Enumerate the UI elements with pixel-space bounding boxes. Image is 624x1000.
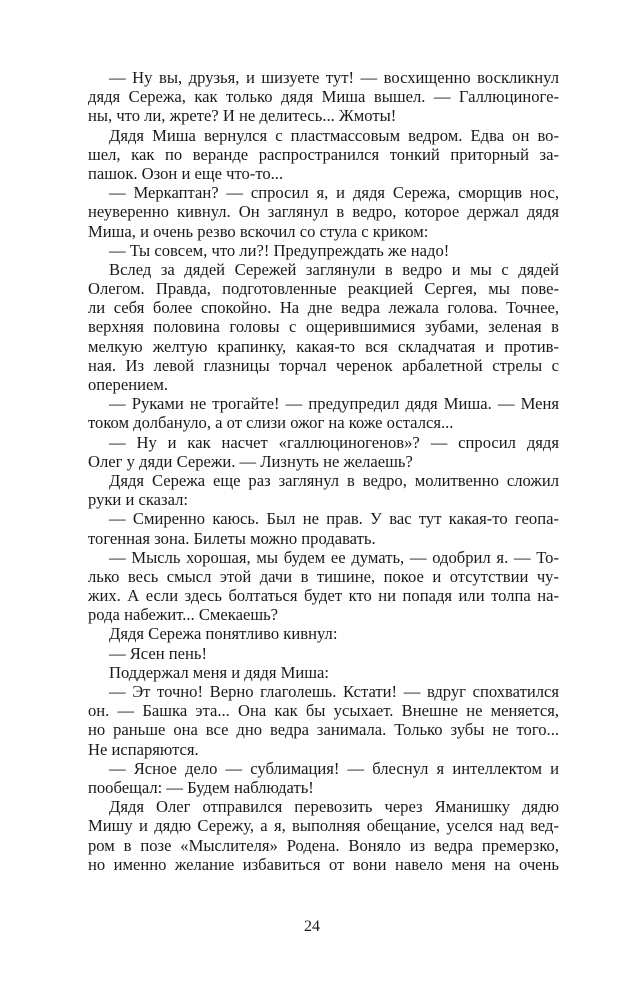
text-line: — Ясен пень! — [109, 643, 207, 663]
text-line: — Руками не трогайте! — предупредил дядя Миша. — Меня — [109, 394, 559, 414]
text-line: он. — Башка эта... Она как бы усыхает. Внешне не меняется, — [88, 701, 559, 721]
text-line: током долбануло, а от слизи ожог на коже остался... — [88, 413, 454, 433]
text-line: — Ну вы, друзья, и шизуете тут! — восхищенно воскликнул — [109, 68, 559, 87]
text-line: лько весь смысл этой дачи в тишине, покое и отсутствии чу- — [88, 566, 559, 586]
text-line: дядя Сережа, как только дядя Миша вышел. — Галлюциноге- — [88, 87, 559, 107]
text-line: — Эт точно! Верно глаголешь. Кстати! — вдруг спохватился — [109, 682, 559, 701]
text-line: — Ну и как насчет «галлюциногенов»? — спросил дядя — [109, 432, 559, 452]
text-line: — Смиренно каюсь. Был не прав. У вас тут какая-то геопа- — [109, 509, 559, 529]
text-line: неуверенно кивнул. Он заглянул в ведро, которое держал дядя — [88, 202, 559, 222]
text-line: но раньше она все дно ведра занимала. Только зубы не того... — [88, 720, 559, 740]
text-line: ром в позе «Мыслителя» Родена. Воняло из ведра премерзко, — [88, 835, 559, 855]
text-line: Олег у дяди Сережи. — Лизнуть не желаешь? — [88, 451, 413, 471]
text-line: Вслед за дядей Сережей заглянули в ведро и мы с дядей — [109, 259, 559, 279]
text-line: Дядя Сережа еще раз заглянул в ведро, молитвенно сложил — [109, 470, 559, 490]
text-line: — Ясное дело — сублимация! — блеснул я интеллектом и — [109, 758, 559, 778]
text-line: тогенная зона. Билеты можно продавать. — [88, 528, 376, 548]
text-line: но именно желание избавиться от вони навело меня на очень — [88, 854, 559, 874]
text-line: Миша, и очень резво вскочил со стула с криком: — [88, 221, 429, 241]
text-line: Дядя Сережа понятливо кивнул: — [109, 624, 338, 644]
text-line: Поддержал меня и дядя Миша: — [109, 662, 329, 682]
text-line: Дядя Олег отправился перевозить через Яманишку дядю — [109, 797, 559, 817]
text-line: пообещал: — Будем наблюдать! — [88, 777, 314, 797]
text-line: мелкую желтую крапинку, какая-то вся складчатая и против- — [88, 336, 559, 356]
text-line: — Мысль хорошая, мы будем ее думать, — одобрил я. — То- — [109, 547, 559, 567]
text-line: — Ты совсем, что ли?! Предупреждать же надо! — [109, 240, 450, 260]
page-number: 24 — [304, 918, 320, 935]
text-line: оперением. — [88, 375, 168, 394]
text-line: Мишу и дядю Сережу, а я, выполняя обещание, уселся над вед- — [88, 816, 559, 836]
book-page-text — [88, 68, 559, 874]
text-line: ли себя более спокойно. На дне ведра лежала голова. Точнее, — [88, 298, 559, 318]
text-line: жих. А если здесь болтаться будет кто ни попадя или толпа на- — [88, 586, 559, 606]
text-line: верхняя половина головы с ощерившимися зубами, зеленая в — [88, 317, 559, 337]
text-line: Не испаряются. — [88, 739, 199, 759]
text-line: шел, как по веранде распространился тонкий приторный за- — [88, 144, 559, 164]
text-line: Дядя Миша вернулся с пластмассовым ведром. Едва он во- — [109, 125, 559, 145]
text-line: ная. Из левой глазницы торчал черенок арбалетной стрелы с — [88, 355, 559, 375]
text-line: рода набежит... Смекаешь? — [88, 605, 279, 625]
text-line: ны, что ли, жрете? И не делитесь... Жмоты! — [88, 106, 397, 126]
text-line: Олегом. Правда, подготовленные реакцией Сергея, мы пове- — [88, 279, 559, 299]
text-line: руки и сказал: — [88, 490, 188, 510]
text-line: пашок. Озон и еще что-то... — [88, 163, 284, 183]
text-line: — Меркаптан? — спросил я, и дядя Сережа, сморщив нос, — [109, 183, 559, 203]
